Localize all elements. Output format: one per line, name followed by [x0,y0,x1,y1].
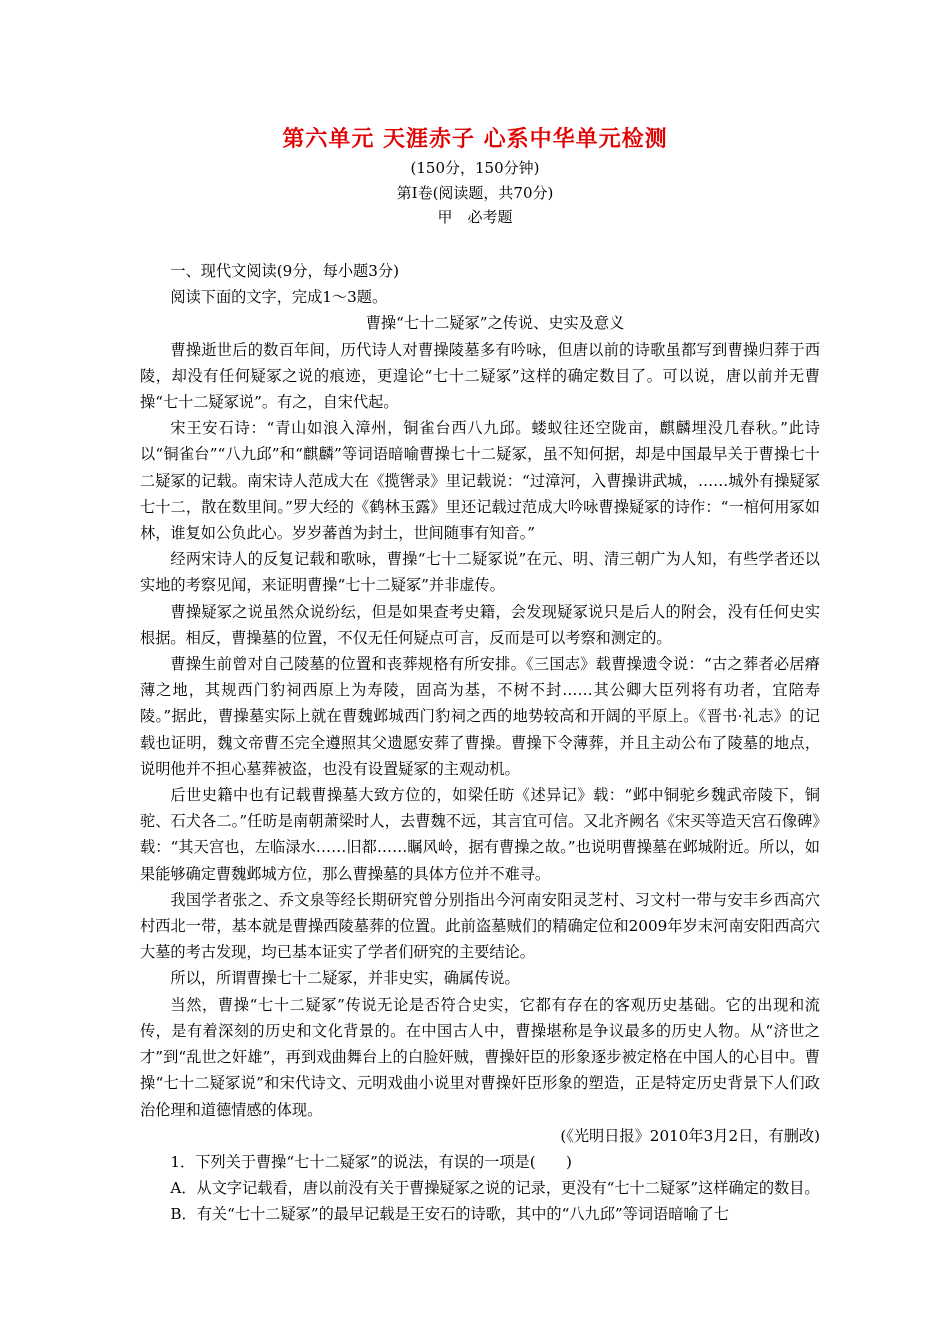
article-paragraph: 经两宋诗人的反复记载和歌咏，曹操“七十二疑冢说”在元、明、清三朝广为人知，有些学者还以实地的考察见闻，来证明曹操“七十二疑冢”并非虚传。 [140,550,820,595]
article-paragraph: 曹操逝世后的数百年间，历代诗人对曹操陵墓多有吟咏，但唐以前的诗歌虽都写到曹操归葬于西陵，却没有任何疑冢之说的痕迹，更遑论“七十二疑冢”这样的确定数目了。可以说，唐以前并无曹操“七十二疑冢说”。有之，自宋代起。 [140,340,820,412]
article-paragraph: 后世史籍中也有记载曹操墓大致方位的，如梁任昉《述异记》载：“邺中铜驼乡魏武帝陵下，铜驼、石犬各二。”任昉是南朝萧梁时人，去曹魏不远，其言宜可信。又北齐阙名《宋买等造天宫石像碑》载：“其天宫也，左临渌水……旧都……瞩风岭，据有曹操之故。”也说明曹操墓在邺城附近。所以，如果能够确定曹魏邺城方位，那么曹操墓的具体方位并不难寻。 [140,786,820,883]
article-paragraph: 曹操疑冢之说虽然众说纷纭，但是如果查考史籍，会发现疑冢说只是后人的附会，没有任何史实根据。相反，曹操墓的位置，不仅无任何疑点可言，反而是可以考察和测定的。 [140,602,820,647]
unit-title: 第六单元 天涯赤子 心系中华单元检测 [282,127,668,152]
article-source: (《光明日报》2010年3月2日，有删改) [560,1126,820,1145]
question-1-option-b: B．有关“七十二疑冢”的最早记载是王安石的诗歌，其中的“八九邱”等词语暗喻了七 [170,1205,729,1224]
question-1-stem: 1．下列关于曹操“七十二疑冢”的说法，有误的一项是( ) [170,1152,572,1171]
volume-line: 第Ⅰ卷(阅读题，共70分) [396,184,554,202]
section-line: 甲 必考题 [437,208,513,226]
article-paragraph: 曹操生前曾对自己陵墓的位置和丧葬规格有所安排。《三国志》载曹操遗令说：“古之葬者必居瘠薄之地，其规西门豹祠西原上为寿陵，固高为基，不树不封……其公卿大臣列将有功者，宜陪寿陵。”据此，曹操墓实际上就在曹魏邺城西门豹祠之西的地势较高和开阔的平原上。《晋书·礼志》的记载也证明，魏文帝曹丕完全遵照其父遗愿安葬了曹操。曹操下令薄葬，并且主动公布了陵墓的地点，说明他并不担心墓葬被盗，也没有设置疑冢的主观动机。 [140,655,820,778]
reading-instruction: 阅读下面的文字，完成1～3题。 [170,288,388,307]
section-heading: 一、现代文阅读(9分，每小题3分) [170,262,400,280]
article-paragraph: 当然，曹操“七十二疑冢”传说无论是否符合史实，它都有存在的客观历史基础。它的出现和流传，是有着深刻的历史和文化背景的。在中国古人中，曹操堪称是争议最多的历史人物。从“济世之才”到“乱世之奸雄”，再到戏曲舞台上的白脸奸贼，曹操奸臣的形象逐步被定格在中国人的心目中。曹操“七十二疑冢说”和宋代诗文、元明戏曲小说里对曹操奸臣形象的塑造，正是特定历史背景下人们政治伦理和道德情感的体现。 [140,995,820,1119]
article-paragraph: 所以，所谓曹操七十二疑冢，并非史实，确属传说。 [170,969,520,988]
article-paragraph: 我国学者张之、乔文泉等经长期研究曾分别指出今河南安阳灵芝村、习文村一带与安丰乡西高穴村西北一带，基本就是曹操西陵墓葬的位置。此前盗墓贼们的精确定位和2009年岁末河南安阳西高穴大墓的考古发现，均已基本证实了学者们研究的主要结论。 [140,890,820,962]
article-paragraph: 宋王安石诗：“青山如浪入漳州，铜雀台西八九邱。蝼蚁往还空陇亩，麒麟埋没几春秋。”此诗以“铜雀台”“八九邱”和“麒麟”等词语暗喻曹操七十二疑冢，虽不知何据，却是中国最早关于曹操七十二疑冢的记载。南宋诗人范成大在《揽辔录》里记载说：“过漳河，入曹操讲武城，……城外有操疑冢七十二，散在数里间。”罗大经的《鹤林玉露》里还记载过范成大吟咏曹操疑冢的诗作：“一棺何用冢如林，谁复如公负此心。岁岁蕃酋为封土，世间随事有知音。” [140,419,820,543]
article-title: 曹操“七十二疑冢”之传说、史实及意义 [365,314,625,333]
score-line: (150分，150分钟) [410,159,540,177]
section-one-body [140,258,820,1228]
question-1-option-a: A．从文字记载看，唐以前没有关于曹操疑冢之说的记录，更没有“七十二疑冢”这样确定的数目。 [170,1179,820,1198]
